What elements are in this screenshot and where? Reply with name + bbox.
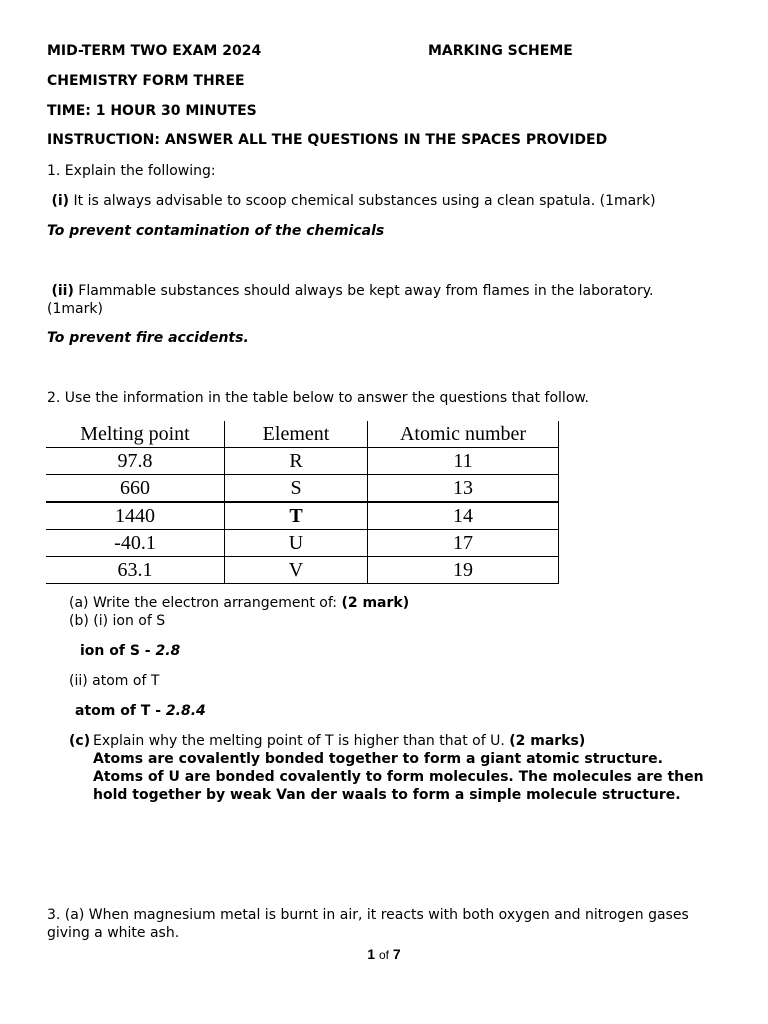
- table-header-row: [46, 421, 559, 448]
- q1-ii-text: Flammable substances should always be kept away from flames in the laboratory.: [73, 283, 654, 299]
- q2-a-marks: (2 mark): [341, 595, 410, 611]
- page-of-label: of: [378, 948, 389, 962]
- table-cell: T: [225, 502, 368, 530]
- q1-ii-answer: To prevent fire accidents.: [47, 330, 249, 346]
- table-cell: 1440: [46, 502, 225, 530]
- table-row: [46, 530, 559, 557]
- q2-part-a: [69, 594, 409, 612]
- table-header: Element: [225, 421, 368, 448]
- melting-point-table: [46, 421, 559, 584]
- marking-scheme-label: MARKING SCHEME: [428, 43, 573, 59]
- q1-i-label: (i): [51, 193, 70, 209]
- subject-title: CHEMISTRY FORM THREE: [47, 73, 245, 89]
- table-cell: V: [225, 557, 368, 584]
- q1-ii-label: (ii): [51, 283, 74, 299]
- q2-b-ii-answer-label: atom of T -: [75, 703, 166, 719]
- q2-b-ii-answer: [75, 702, 206, 720]
- q2-c-answer-line: hold together by weak Van der waals to form a simple molecule structure.: [93, 787, 681, 803]
- table-cell: -40.1: [46, 530, 225, 557]
- q2-a-text: (a) Write the electron arrangement of:: [69, 595, 342, 611]
- q2-c-text: Explain why the melting point of T is higher than that of U.: [93, 733, 510, 749]
- q2-c-answer-line: Atoms are covalently bonded together to form a giant atomic structure.: [93, 751, 663, 767]
- q2-c-question: [93, 732, 585, 750]
- table-cell: 11: [368, 448, 559, 475]
- table-cell: R: [225, 448, 368, 475]
- table-cell: 14: [368, 502, 559, 530]
- table-cell: 19: [368, 557, 559, 584]
- q3-line-2: giving a white ash.: [47, 925, 180, 941]
- table-cell: 13: [368, 475, 559, 503]
- q1-ii-marks: (1mark): [47, 301, 103, 317]
- q1-part-ii: [47, 282, 653, 300]
- time-allowed: TIME: 1 HOUR 30 MINUTES: [47, 103, 257, 119]
- q2-b-ii: (ii) atom of T: [69, 673, 160, 689]
- q2-b-i: (b) (i) ion of S: [69, 613, 166, 629]
- table-row: [46, 448, 559, 475]
- table-cell: 63.1: [46, 557, 225, 584]
- page-number: [0, 946, 768, 962]
- table-row: [46, 502, 559, 530]
- q2-b-i-answer: [80, 642, 180, 660]
- q2-b-i-answer-label: ion of S -: [80, 643, 156, 659]
- total-pages: 7: [392, 946, 401, 962]
- table-row: [46, 557, 559, 584]
- table-row: [46, 475, 559, 503]
- q2-part-c: [69, 732, 90, 750]
- table-header: Atomic number: [368, 421, 559, 448]
- q1-stem: 1. Explain the following:: [47, 163, 216, 179]
- instruction: INSTRUCTION: ANSWER ALL THE QUESTIONS IN THE SPACES PROVIDED: [47, 132, 608, 148]
- q2-stem: 2. Use the information in the table below to answer the questions that follow.: [47, 390, 590, 406]
- q1-i-answer: To prevent contamination of the chemicals: [47, 223, 385, 239]
- current-page: 1: [367, 946, 376, 962]
- q1-part-i: [47, 192, 656, 210]
- table-cell: S: [225, 475, 368, 503]
- exam-title: MID-TERM TWO EXAM 2024: [47, 43, 262, 59]
- q2-c-answer-line: Atoms of U are bonded covalently to form molecules. The molecules are then: [93, 769, 704, 785]
- q2-c-marks: (2 marks): [509, 733, 586, 749]
- q2-b-ii-answer-value: 2.8.4: [165, 703, 206, 719]
- q2-c-label: (c): [69, 733, 91, 749]
- q3-line-1: 3. (a) When magnesium metal is burnt in air, it reacts with both oxygen and nitrogen gases: [47, 907, 689, 923]
- table-header: Melting point: [46, 421, 225, 448]
- table-cell: U: [225, 530, 368, 557]
- table-cell: 97.8: [46, 448, 225, 475]
- q2-b-i-answer-value: 2.8: [155, 643, 181, 659]
- table-cell: 17: [368, 530, 559, 557]
- table-cell: 660: [46, 475, 225, 503]
- q1-i-text: It is always advisable to scoop chemical substances using a clean spatula. (1mark): [69, 193, 656, 209]
